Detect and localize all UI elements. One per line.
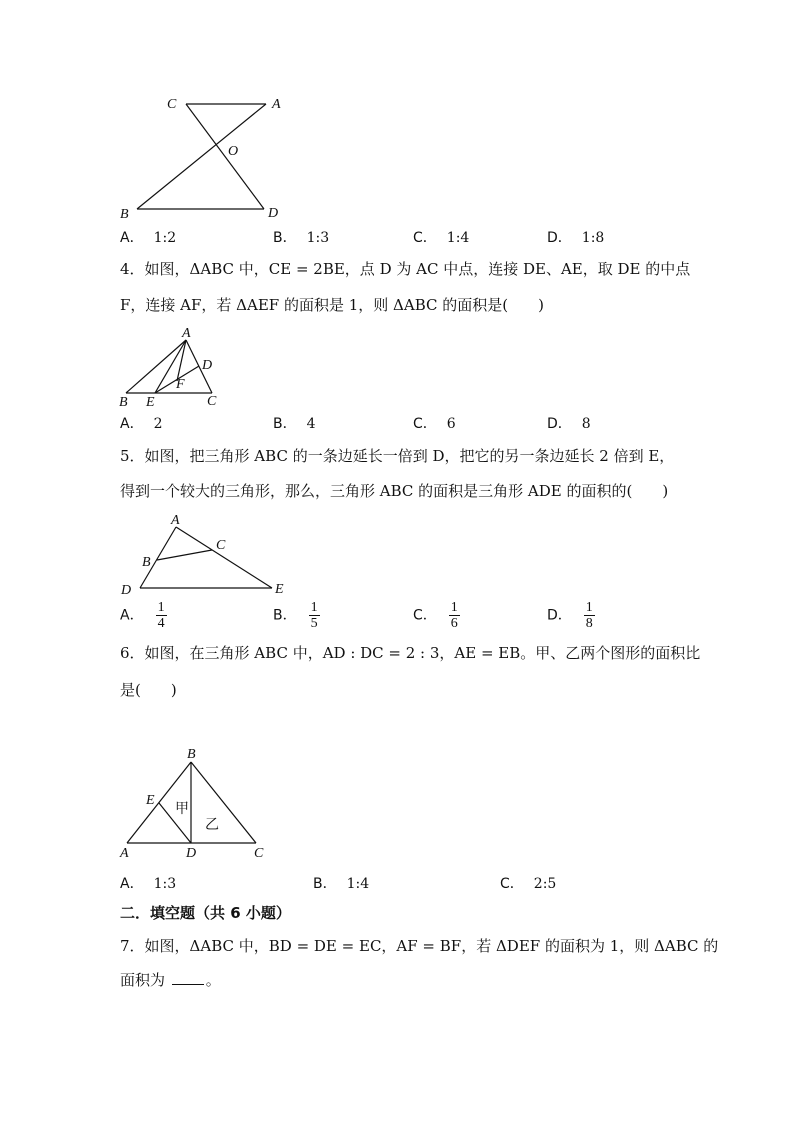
q6-label-jia: 甲 <box>175 801 189 817</box>
q6-question-line1: 6．如图，在三角形 ABC 中，AD : DC = 2 : 3，AE = EB。甲、乙两个图形的面积比 <box>120 644 701 662</box>
q6-label-a: A <box>120 846 129 861</box>
q6-option-c[interactable]: C． 2:5 <box>500 876 557 892</box>
q5-question-line2: 得到一个较大的三角形，那么，三角形 ABC 的面积是三角形 ADE 的面积的( ) <box>120 482 669 500</box>
q7-line2-suffix: 。 <box>205 971 221 989</box>
q4-label-d: D <box>202 358 213 373</box>
q7-question-line2 <box>120 970 221 990</box>
q5-option-c-fraction: $\frac{1}{6}$ <box>450 600 458 631</box>
q3-option-b[interactable]: B． 1:3 <box>273 230 330 246</box>
q5-label-d: D <box>121 583 132 598</box>
q5-question-line1: 5．如图，把三角形 ABC 的一条边延长一倍到 D，把它的另一条边延长 2 倍到 E， <box>120 447 675 465</box>
q6-label-b: B <box>187 747 196 762</box>
q5-option-b-fraction: $\frac{1}{5}$ <box>310 600 318 631</box>
q4-option-d[interactable]: D． 8 <box>547 416 591 432</box>
q5-label-c: C <box>216 538 226 553</box>
q6-label-c: C <box>254 846 264 861</box>
q4-question-line1: 4．如图，ΔABC 中，CE = 2BE，点 D 为 AC 中点，连接 DE、AE，取 DE 的中点 <box>120 260 691 278</box>
section2-title: 二．填空题（共 6 小题） <box>120 904 291 922</box>
q7-answer-blank[interactable] <box>172 970 204 985</box>
q5-option-b[interactable]: B． $\frac{1}{5}$ <box>273 600 318 631</box>
q5-option-a[interactable]: A． $\frac{1}{4}$ <box>120 600 165 631</box>
q3-label-a: A <box>272 97 281 112</box>
q4-label-f: F <box>176 377 185 392</box>
q4-label-b: B <box>119 395 128 410</box>
q4-option-c[interactable]: C． 6 <box>413 416 456 432</box>
q6-segment-bc <box>191 762 256 843</box>
q5-option-a-fraction: $\frac{1}{4}$ <box>157 600 165 631</box>
q4-label-c: C <box>207 394 217 409</box>
q4-question-line2: F，连接 AF，若 ΔAEF 的面积是 1，则 ΔABC 的面积是( ) <box>120 296 544 314</box>
q6-label-d: D <box>186 846 197 861</box>
q6-label-e: E <box>146 793 155 808</box>
q3-label-d: D <box>268 206 279 221</box>
q3-label-b: B <box>120 207 129 222</box>
q5-option-d-fraction: $\frac{1}{8}$ <box>585 600 593 631</box>
q5-label-a: A <box>171 513 180 528</box>
q4-option-a[interactable]: A． 2 <box>120 416 163 432</box>
q5-option-d[interactable]: D． $\frac{1}{8}$ <box>547 600 593 631</box>
q5-label-e: E <box>275 582 284 597</box>
q3-label-c: C <box>167 97 177 112</box>
q7-question-line1: 7．如图，ΔABC 中，BD = DE = EC，AF = BF，若 ΔDEF 的面积为 1，则 ΔABC 的 <box>120 937 719 955</box>
q6-label-yi: 乙 <box>205 817 219 833</box>
q6-option-a[interactable]: A． 1:3 <box>120 876 177 892</box>
q6-option-b[interactable]: B． 1:4 <box>313 876 370 892</box>
q4-option-b[interactable]: B． 4 <box>273 416 316 432</box>
q3-label-o: O <box>228 144 239 159</box>
q4-label-e: E <box>146 395 155 410</box>
q3-option-a[interactable]: A． 1:2 <box>120 230 177 246</box>
q6-question-line2: 是( ) <box>120 681 177 699</box>
q5-label-b: B <box>142 555 151 570</box>
q3-option-d[interactable]: D． 1:8 <box>547 230 605 246</box>
q5-option-c[interactable]: C． $\frac{1}{6}$ <box>413 600 458 631</box>
q4-label-a: A <box>182 326 191 341</box>
q7-line2-prefix: 面积为 <box>120 971 166 989</box>
q3-option-c[interactable]: C． 1:4 <box>413 230 470 246</box>
